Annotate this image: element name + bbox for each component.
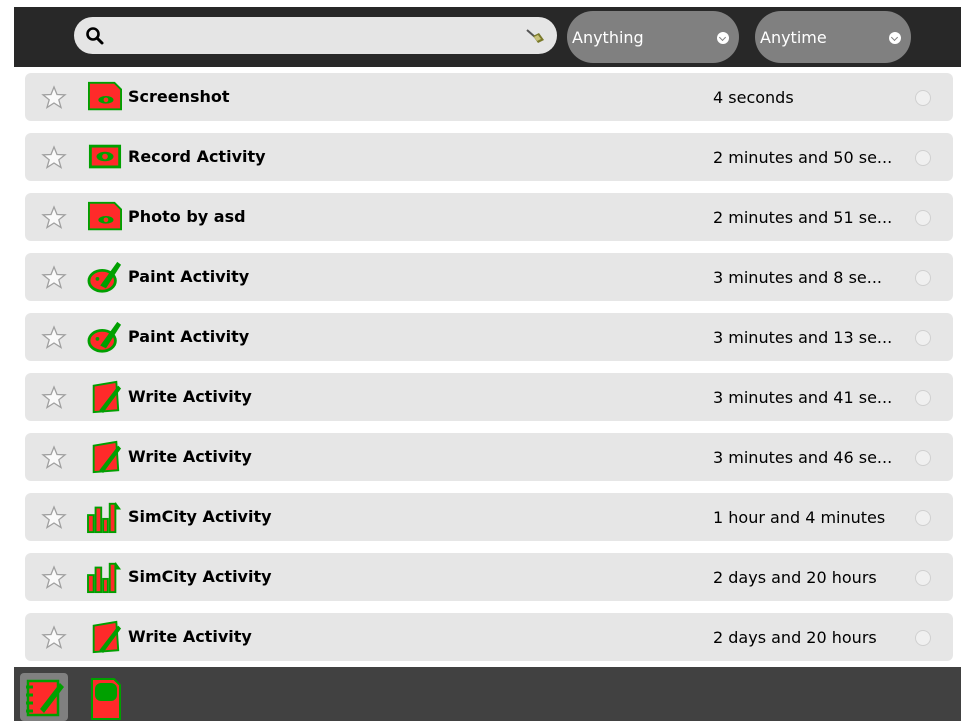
filter-type-label: Anything [572,28,644,47]
select-checkbox[interactable] [915,330,931,346]
list-item[interactable] [25,433,953,481]
star-icon[interactable] [41,145,67,169]
clear-search-icon[interactable] [524,26,546,46]
star-icon[interactable] [41,505,67,529]
list-item[interactable] [25,73,953,121]
entry-time: 2 minutes and 50 se... [713,148,893,167]
journal-icon [20,673,68,721]
select-checkbox[interactable] [915,510,931,526]
select-checkbox[interactable] [915,210,931,226]
list-item[interactable] [25,253,953,301]
entry-time: 3 minutes and 46 se... [713,448,893,467]
list-item[interactable] [25,493,953,541]
search-box[interactable] [74,17,557,54]
entry-time: 1 hour and 4 minutes [713,508,886,527]
filter-type-combo[interactable] [567,11,739,63]
filter-time-label: Anytime [760,28,827,47]
paint-icon [85,260,125,294]
device-tab[interactable] [82,673,130,721]
usb-device-icon [82,673,130,721]
entry-title[interactable]: SimCity Activity [128,507,272,526]
write-icon [85,380,125,414]
entry-title[interactable]: Record Activity [128,147,266,166]
star-icon[interactable] [41,445,67,469]
entry-time: 2 minutes and 51 se... [713,208,893,227]
select-checkbox[interactable] [915,150,931,166]
entry-title[interactable]: Paint Activity [128,327,250,346]
list-item[interactable] [25,553,953,601]
entry-time: 2 days and 20 hours [713,568,877,587]
select-checkbox[interactable] [915,270,931,286]
entry-time: 3 minutes and 8 se... [713,268,883,287]
entry-title[interactable]: Write Activity [128,627,252,646]
entry-time: 3 minutes and 13 se... [713,328,893,347]
list-item[interactable] [25,313,953,361]
entry-time: 2 days and 20 hours [713,628,877,647]
write-icon [85,620,125,654]
simcity-icon [85,560,125,594]
journal-tab[interactable] [20,673,68,721]
star-icon[interactable] [41,85,67,109]
search-input[interactable] [114,23,518,50]
image-icon [85,200,125,234]
filter-time-combo[interactable] [755,11,911,63]
star-icon[interactable] [41,325,67,349]
list-item[interactable] [25,373,953,421]
select-checkbox[interactable] [915,630,931,646]
write-icon [85,440,125,474]
entry-time: 4 seconds [713,88,794,107]
entry-title[interactable]: Photo by asd [128,207,246,226]
bottom-toolbar [14,667,961,721]
entry-title[interactable]: Screenshot [128,87,230,106]
record-icon [85,140,125,174]
list-item[interactable] [25,133,953,181]
select-checkbox[interactable] [915,90,931,106]
select-checkbox[interactable] [915,390,931,406]
chevron-down-icon [889,32,901,44]
entry-time: 3 minutes and 41 se... [713,388,893,407]
chevron-down-icon [717,32,729,44]
simcity-icon [85,500,125,534]
entry-title[interactable]: Write Activity [128,387,252,406]
star-icon[interactable] [41,205,67,229]
star-icon[interactable] [41,265,67,289]
list-item[interactable] [25,613,953,661]
paint-icon [85,320,125,354]
select-checkbox[interactable] [915,450,931,466]
entry-title[interactable]: Paint Activity [128,267,250,286]
star-icon[interactable] [41,565,67,589]
toolbar [14,7,961,67]
image-icon [85,80,125,114]
entry-title[interactable]: SimCity Activity [128,567,272,586]
search-icon [85,26,105,46]
list-item[interactable] [25,193,953,241]
entry-title[interactable]: Write Activity [128,447,252,466]
star-icon[interactable] [41,625,67,649]
star-icon[interactable] [41,385,67,409]
select-checkbox[interactable] [915,570,931,586]
